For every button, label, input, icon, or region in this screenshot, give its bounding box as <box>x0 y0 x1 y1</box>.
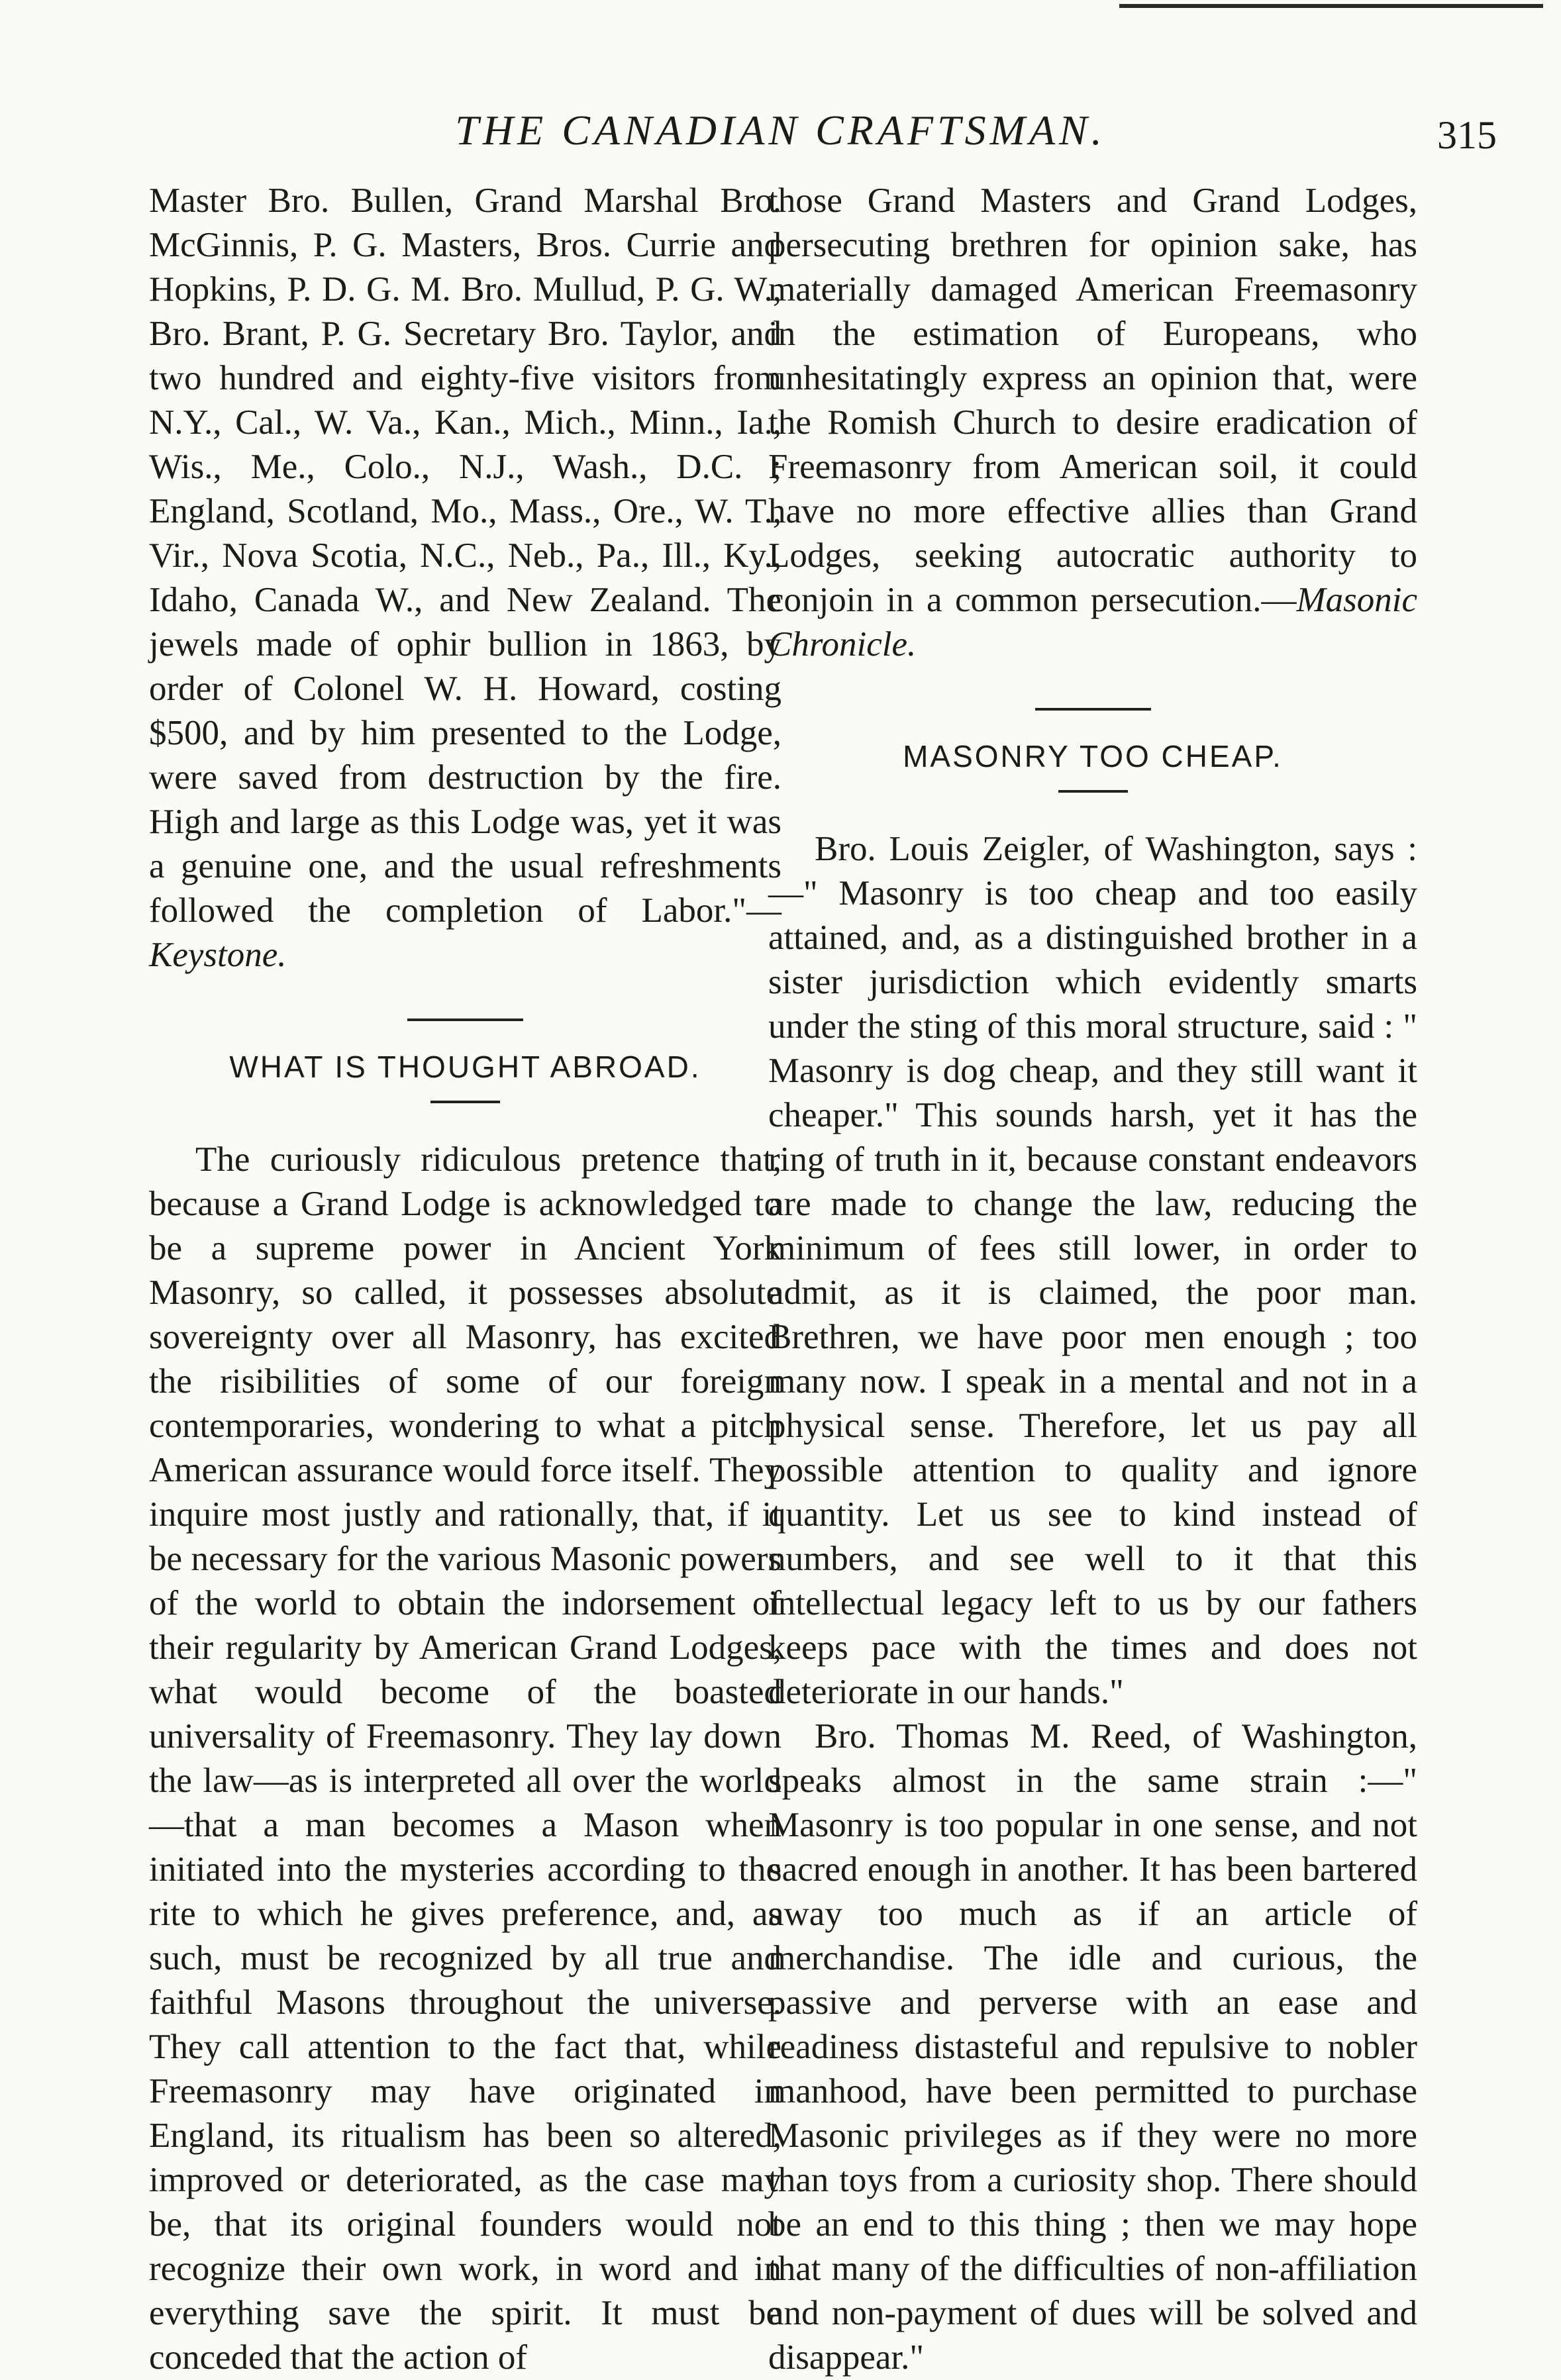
continuation-source: Masonic Chronicle. <box>768 581 1417 664</box>
article-paragraph-1: Bro. Louis Zeigler, of Washington, says :—" Masonry is too cheap and too easily attained, and, as a distinguished brother in a sister jurisdiction which evidently smarts under the sting of this moral structure, said : " Masonry is dog cheap, and they still want it cheaper." This sounds harsh, yet it has the ring of truth in it, because constant endeavors are made to change the law, reducing the minimum of fees still lower, in order to admit, as it is claimed, the poor man. Brethren, we have poor men enough ; too many now. I speak in a mental and not in a physical sense. Therefore, let us pay all possible attention to quality and ignore quantity. Let us see to kind instead of numbers, and see well to it that this intellectual legacy left to us by our fathers keeps pace with the times and does not deteriorate in our hands." <box>768 830 1417 1711</box>
lead-paragraph-text: Master Bro. Bullen, Grand Marshal Bro. McGinnis, P. G. Masters, Bros. Currie and Hopkins, P. D. G. M. Bro. Mullud, P. G. W., Bro. Brant, P. G. Secretary Bro. Taylor, and two hundred and eighty-five visitors from N.Y., Cal., W. Va., Kan., Mich., Minn., Ia., Wis., Me., Colo., N.J., Wash., D.C. ; England, Scotland, Mo., Mass., Ore., W. T., Vir., Nova Scotia, N.C., Neb., Pa., Ill., Ky., Idaho, Canada W., and New Zealand. The jewels made of ophir bullion in 1863, by order of Colonel W. H. Howard, costing $500, and by him presented to the Lodge, were saved from destruction by the fire. High and large as this Lodge was, yet it was a genuine one, and the usual refreshments followed the completion of Labor."— <box>149 181 781 930</box>
lead-source: Keystone. <box>149 936 287 974</box>
section-divider <box>1035 708 1151 711</box>
continuation-paragraph <box>768 179 1417 667</box>
page-number: 315 <box>1437 113 1497 157</box>
lead-paragraph <box>149 179 781 977</box>
top-edge-rule <box>1119 4 1543 8</box>
article-heading-what-is-thought-abroad: WHAT IS THOUGHT ABROAD. <box>229 1050 701 1084</box>
right-column <box>768 179 1417 2380</box>
article-body: The curiously ridiculous pretence that, because a Grand Lodge is acknowledged to be a supreme power in Ancient York Masonry, so called, it possesses absolute sovereignty over all Masonry, has excited the risibilities of some of our foreign contemporaries, wondering to what a pitch American assurance would force itself. They inquire most justly and rationally, that, if it be necessary for the various Masonic powers of the world to obtain the indorsement of their regularity by American Grand Lodges, what would become of the boasted universality of Freemasonry. They lay down the law—as is interpreted all over the world—that a man becomes a Mason when initiated into the mysteries according to the rite to which he gives preference, and, as such, must be recognized by all true and faithful Masons throughout the universe. They call attention to the fact that, while Freemasonry may have originated in England, its ritualism has been so altered, improved or deteriorated, as the case may be, that its original founders would not recognize their own work, in word and in everything save the spirit. It must be conceded that the action of <box>149 1140 781 2377</box>
article-paragraph-2: Bro. Thomas M. Reed, of Washington, speaks almost in the same strain :—" Masonry is too popular in one sense, and not sacred enough in another. It has been bartered away too much as if an article of merchandise. The idle and curious, the passive and perverse with an ease and readiness distasteful and repulsive to nobler manhood, have been permitted to purchase Masonic privileges as if they were no more than toys from a curiosity shop. There should be an end to this thing ; then we may hope that many of the difficulties of non-affiliation and non-payment of dues will be solved and disappear." <box>768 1717 1417 2377</box>
section-divider <box>407 1018 523 1021</box>
continuation-text: those Grand Masters and Grand Lodges, persecuting brethren for opinion sake, has materially damaged American Freemasonry in the estimation of Europeans, who unhesitatingly express an opinion that, were the Romish Church to desire eradication of Freemasonry from American soil, it could have no more effective allies than Grand Lodges, seeking autocratic authority to conjoin in a common persecution.— <box>768 181 1417 619</box>
heading-underline <box>430 1101 500 1103</box>
article-heading-masonry-too-cheap: MASONRY TOO CHEAP. <box>903 739 1283 773</box>
left-column <box>149 179 781 2380</box>
heading-underline <box>1058 790 1128 793</box>
running-head: THE CANADIAN CRAFTSMAN. <box>455 107 1106 154</box>
